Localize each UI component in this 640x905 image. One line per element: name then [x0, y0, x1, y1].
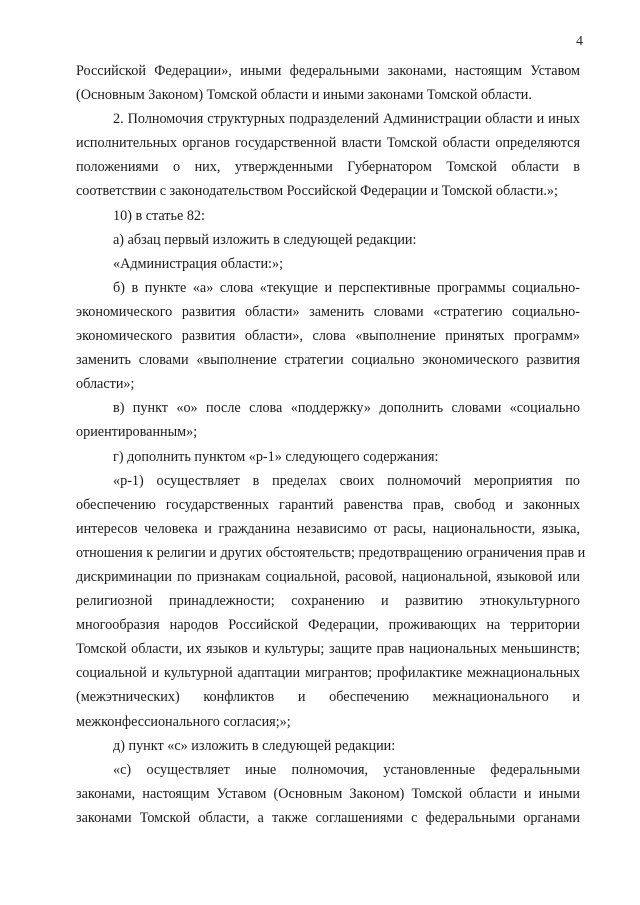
body-line: положениями о них, утвержденными Губернатором Томской области в [76, 159, 580, 176]
body-line: б) в пункте «а» слова «текущие и перспективные программы социально- [113, 279, 580, 296]
body-line: соответствии с законодательством Российской Федерации и Томской области.»; [76, 183, 558, 200]
body-line: многообразия народов Российской Федерации, проживающих на территории [76, 617, 580, 634]
body-line: «Администрация области:»; [113, 255, 284, 272]
body-line: «р-1) осуществляет в пределах своих полномочий мероприятия по [113, 472, 580, 489]
body-line: законами, настоящим Уставом (Основным Законом) Томской области и иными [76, 785, 580, 802]
body-line: экономического развития области» заменить словами «стратегию социально- [76, 303, 580, 320]
body-line: религиозной принадлежности; сохранению и развитию этнокультурного [76, 593, 580, 610]
body-line: (межэтнических) конфликтов и обеспечению межнационального и [76, 689, 580, 706]
body-line: Томской области, их языков и культуры; защите прав национальных меньшинств; [76, 641, 580, 658]
body-line: а) абзац первый изложить в следующей редакции: [113, 231, 417, 248]
body-line: законами Томской области, а также соглашениями с федеральными органами [76, 809, 580, 826]
body-line: г) дополнить пунктом «р-1» следующего содержания: [113, 448, 439, 465]
body-line: д) пункт «с» изложить в следующей редакции: [113, 737, 396, 754]
body-line: исполнительных органов государственной власти Томской области определяются [76, 135, 580, 152]
body-line: (Основным Законом) Томской области и иными законами Томской области. [76, 87, 532, 104]
body-line: Российской Федерации», иными федеральными законами, настоящим Уставом [76, 63, 580, 79]
body-line: социальной и культурной адаптации мигрантов; профилактике межнациональных [76, 665, 580, 682]
body-line: дискриминации по признакам социальной, расовой, национальной, языковой или [76, 568, 580, 585]
body-line: межконфессионального согласия;»; [76, 713, 291, 730]
body-line: «с) осуществляет иные полномочия, установленные федеральными [113, 761, 580, 778]
body-line: области»; [76, 376, 135, 393]
body-line: в) пункт «о» после слова «поддержку» дополнить словами «социально [113, 400, 580, 417]
body-line: отношения к религии и других обстоятельств; предотвращению ограничения прав и [76, 544, 586, 561]
body-line: 2. Полномочия структурных подразделений Администрации области и иных [113, 111, 580, 128]
body-line: ориентированным»; [76, 424, 198, 441]
page-number: 4 [576, 34, 583, 49]
body-line: обеспечению государственных гарантий равенства прав, свобод и законных [76, 496, 580, 513]
body-line: заменить словами «выполнение стратегии социально экономического развития [76, 352, 580, 369]
document-body [76, 59, 586, 830]
body-line: интересов человека и гражданина независимо от расы, национальности, языка, [76, 520, 580, 537]
body-line: экономического развития области», слова «выполнение принятых программ» [76, 328, 580, 345]
body-line: 10) в статье 82: [113, 207, 205, 224]
